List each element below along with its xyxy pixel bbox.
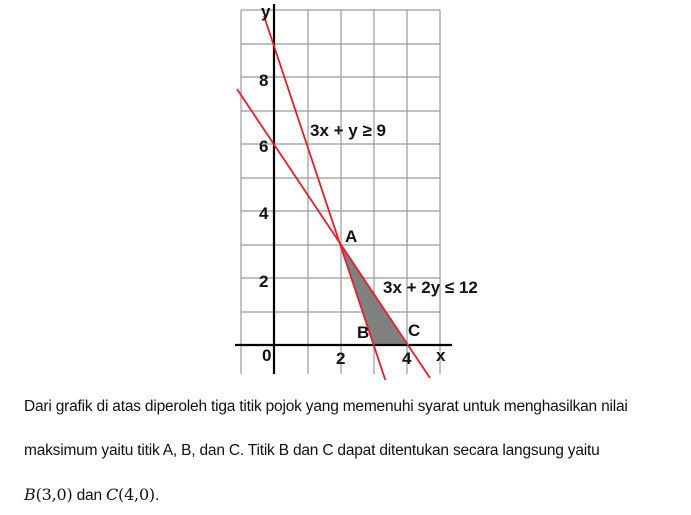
point-b-symbol: B — [24, 485, 36, 504]
explanation-line-2: maksimum yaitu titik A, B, dan C. Titik B dan C dapat ditentukan secara langsung yaitu — [24, 442, 600, 459]
x-tick-4: 4 — [402, 349, 412, 368]
x-axis-label: x — [436, 346, 446, 365]
y-tick-4: 4 — [259, 204, 269, 223]
point-c-coords: (4,0) — [118, 485, 155, 504]
origin-label: 0 — [262, 346, 272, 365]
conjunction: dan — [72, 487, 106, 504]
equation-label-1: 3x + y ≥ 9 — [310, 121, 386, 140]
point-b-label: B — [357, 323, 370, 342]
explanation-line-3 — [24, 485, 159, 505]
y-tick-2: 2 — [259, 272, 269, 291]
grid — [241, 10, 440, 374]
point-c-label: C — [408, 321, 421, 340]
point-c-symbol: C — [105, 485, 119, 504]
point-b-coords: (3,0) — [35, 485, 73, 504]
y-tick-6: 6 — [259, 137, 269, 156]
y-axis-label: y — [261, 2, 271, 21]
point-a-label: A — [345, 227, 358, 246]
period: . — [154, 487, 160, 504]
x-tick-2: 2 — [336, 349, 346, 368]
y-tick-8: 8 — [259, 71, 269, 90]
equation-label-2: 3x + 2y ≤ 12 — [383, 278, 478, 297]
explanation-line-1: Dari grafik di atas diperoleh tiga titik pojok yang memenuhi syarat untuk menghasilkan nilai — [24, 398, 628, 415]
